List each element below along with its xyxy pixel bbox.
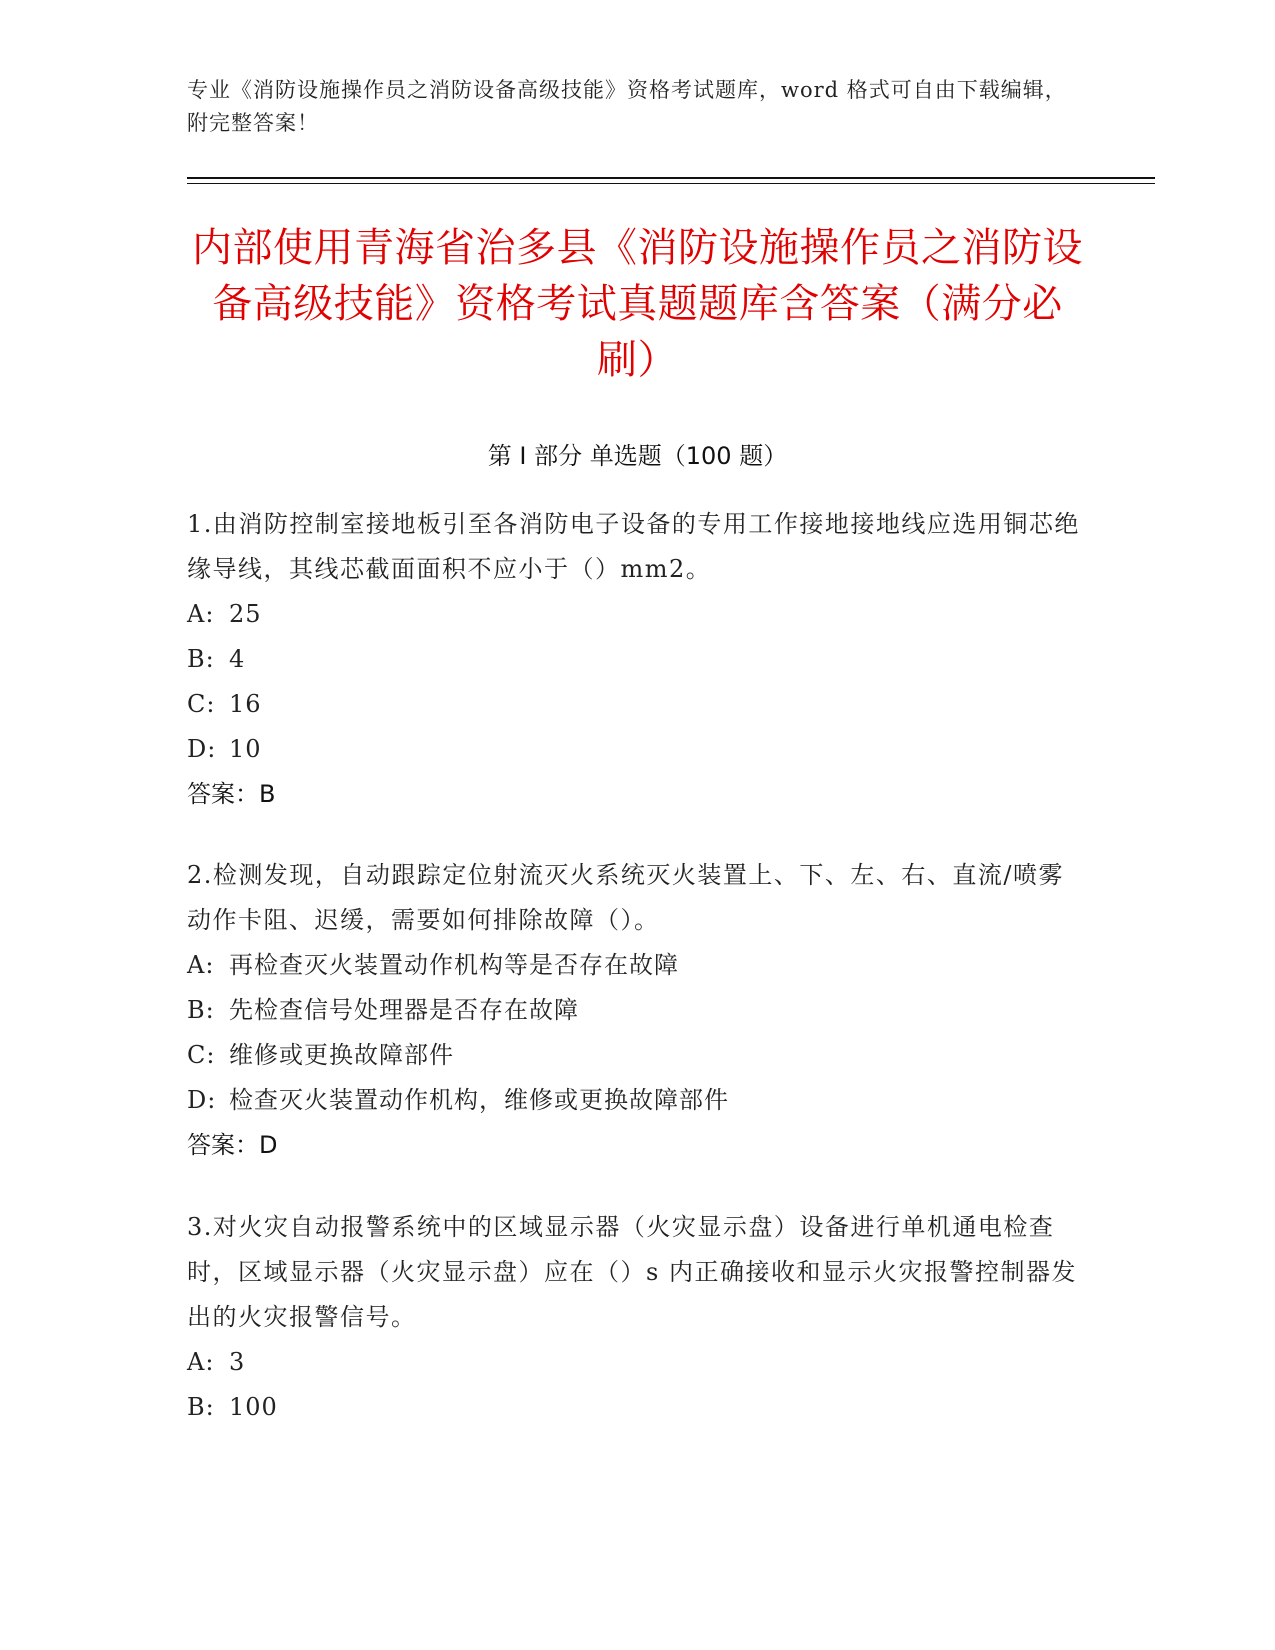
option-text: 检查灭火装置动作机构，维修或更换故障部件	[229, 1086, 729, 1114]
option-letter: D:	[187, 735, 217, 763]
option-text: 先检查信号处理器是否存在故障	[229, 996, 579, 1024]
option-text: 100	[229, 1393, 278, 1421]
option-letter: C:	[187, 1041, 216, 1069]
option-a	[187, 943, 1087, 988]
option-c	[187, 682, 1087, 727]
option-b	[187, 988, 1087, 1033]
answer-label: 答案：B	[187, 780, 276, 808]
question-3	[187, 1205, 1087, 1430]
option-letter: B:	[187, 645, 215, 673]
option-b	[187, 1385, 1087, 1430]
header-rule-thin	[187, 183, 1155, 184]
question-2	[187, 853, 1087, 1168]
option-letter: C:	[187, 690, 216, 718]
option-text: 25	[229, 600, 262, 628]
document-title: 内部使用青海省治多县《消防设施操作员之消防设备高级技能》资格考试真题题库含答案（满分必刷）	[192, 225, 1083, 383]
question-stem: 2.检测发现，自动跟踪定位射流灭火系统灭火装置上、下、左、右、直流/喷雾动作卡阻、迟缓，需要如何排除故障（）。	[187, 861, 1064, 934]
option-letter: B:	[187, 1393, 215, 1421]
option-text: 16	[229, 690, 262, 718]
option-b	[187, 637, 1087, 682]
option-text: 4	[229, 645, 246, 673]
option-a	[187, 592, 1087, 637]
question-stem: 1.由消防控制室接地板引至各消防电子设备的专用工作接地接地线应选用铜芯绝缘导线，其线芯截面面积不应小于（）mm2。	[187, 510, 1080, 583]
header-note: 专业《消防设施操作员之消防设备高级技能》资格考试题库，word 格式可自由下载编辑，附完整答案！	[187, 78, 1067, 135]
option-text: 10	[229, 735, 262, 763]
section-title: 第 I 部分 单选题（100 题）	[487, 442, 788, 470]
option-letter: A:	[187, 600, 215, 628]
option-letter: B:	[187, 996, 215, 1024]
option-d	[187, 1078, 1087, 1123]
option-text: 维修或更换故障部件	[229, 1041, 454, 1069]
option-a	[187, 1340, 1087, 1385]
answer-label: 答案：D	[187, 1131, 278, 1159]
header-rule-thick	[187, 177, 1155, 179]
option-letter: A:	[187, 951, 215, 979]
option-letter: A:	[187, 1348, 215, 1376]
option-text: 再检查灭火装置动作机构等是否存在故障	[229, 951, 679, 979]
option-letter: D:	[187, 1086, 217, 1114]
question-stem: 3.对火灾自动报警系统中的区域显示器（火灾显示盘）设备进行单机通电检查时，区域显示器（火灾显示盘）应在（）s 内正确接收和显示火灾报警控制器发出的火灾报警信号。	[187, 1213, 1077, 1331]
option-text: 3	[229, 1348, 246, 1376]
option-d	[187, 727, 1087, 772]
question-1	[187, 502, 1087, 817]
option-c	[187, 1033, 1087, 1078]
